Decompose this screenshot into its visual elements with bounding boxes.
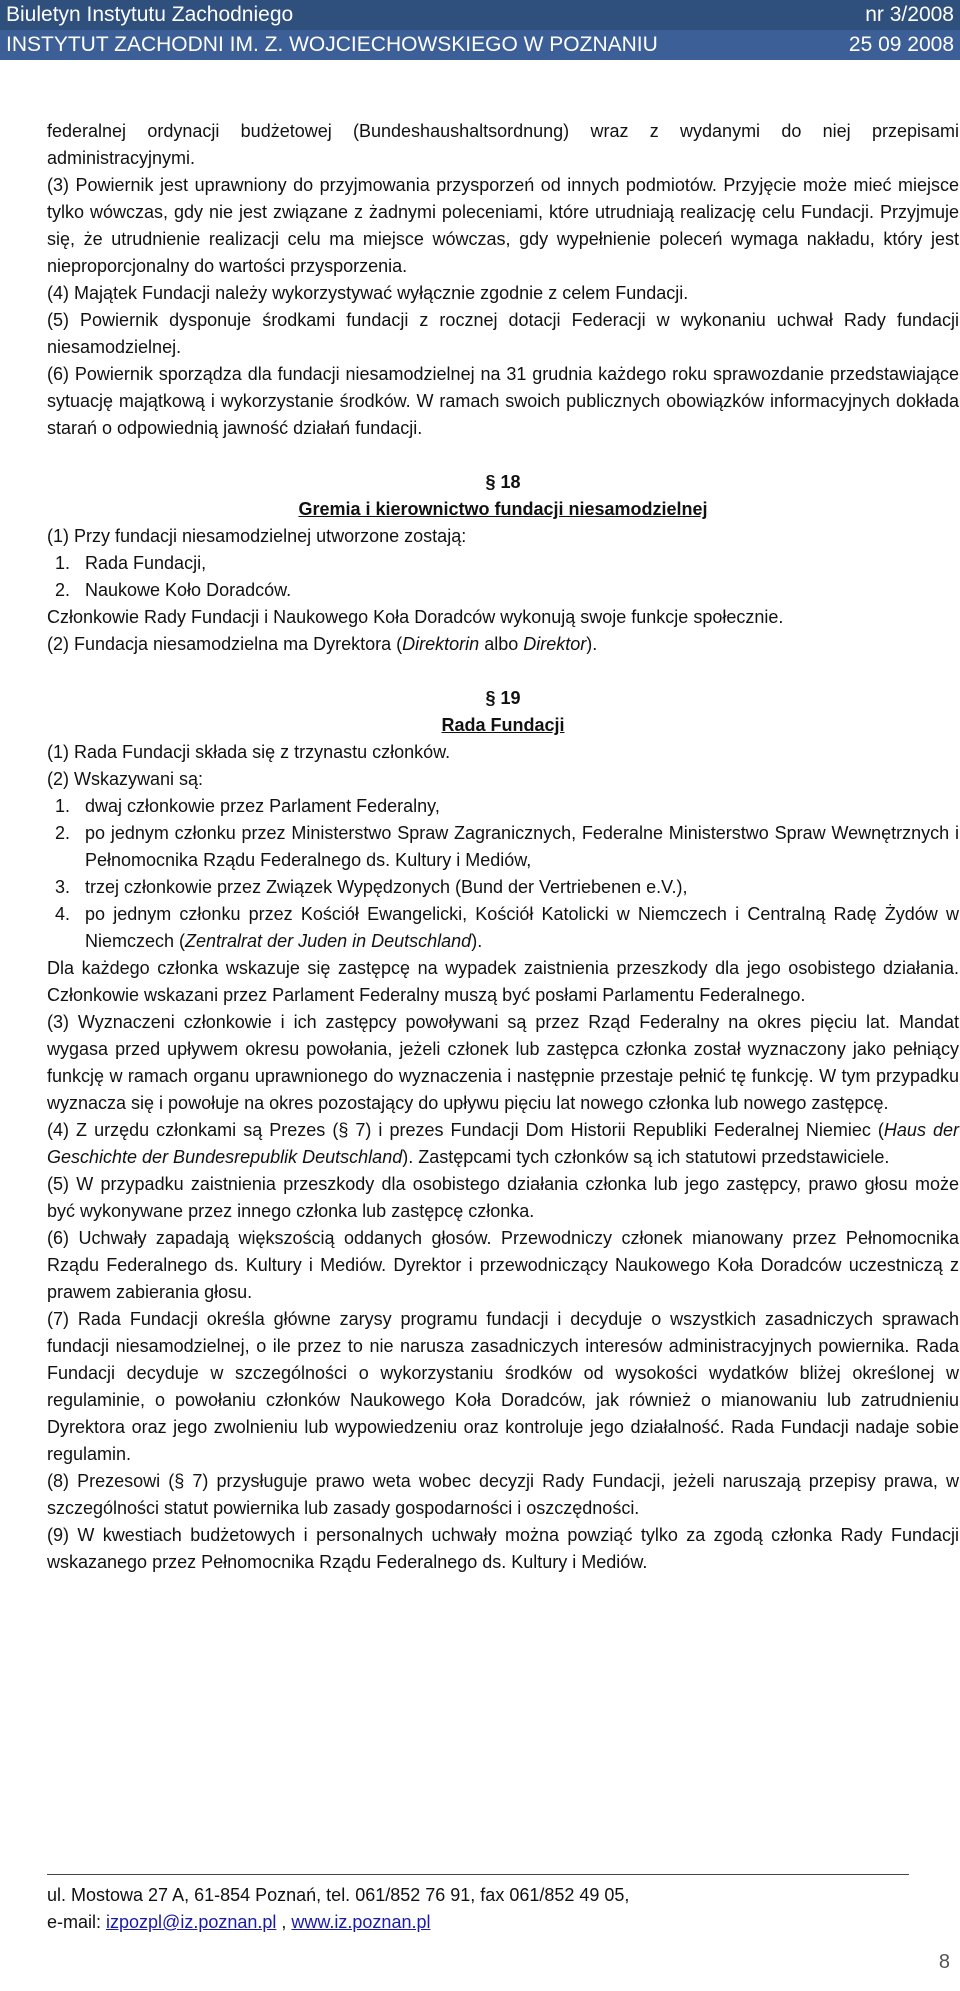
section-title: Rada Fundacji — [441, 715, 565, 735]
footer-contact — [47, 1909, 907, 1936]
list-number: 3. — [55, 877, 71, 897]
section-number: § 18 — [485, 472, 521, 492]
list-text: trzej członkowie przez Związek Wypędzonych (Bund der Vertriebenen e.V.), — [85, 877, 688, 897]
paragraph: (9) W kwestiach budżetowych i personalnych uchwały można powziąć tylko za zgodą członka Rady Fundacji wskazanego przez Pełnomocnika Rządu Federalnego ds. Kultury i Mediów. — [47, 1525, 959, 1572]
list-text: po jednym członku przez Ministerstwo Spraw Zagranicznych, Federalne Ministerstwo Spraw Wewnętrznych i Pełnomocnika Rządu Federalnego ds. Kultury i Mediów, — [85, 823, 959, 870]
list-item — [47, 550, 959, 577]
paragraph: (8) Prezesowi (§ 7) przysługuje prawo weta wobec decyzji Rady Fundacji, jeżeli naruszają przepisy prawa, w szczególności statut powiernika lub zasady gospodarności i oszczędności. — [47, 1471, 959, 1518]
header-row-2 — [0, 30, 960, 60]
section-title: Gremia i kierownictwo fundacji niesamodzielnej — [298, 499, 708, 519]
document-body — [47, 118, 959, 1576]
paragraph: (5) W przypadku zaistnienia przeszkody dla osobistego działania członka lub jego zastępcy, prawo głosu może być wykonywane przez innego członka lub zastępcę członka. — [47, 1174, 959, 1221]
paragraph: (5) Powiernik dysponuje środkami fundacji z rocznej dotacji Federacji w wykonaniu uchwał Rady fundacji niesamodzielnej. — [47, 310, 959, 357]
list-item — [47, 577, 959, 604]
paragraph: (2) Wskazywani są: — [47, 769, 204, 789]
institute-name: INSTYTUT ZACHODNI IM. Z. WOJCIECHOWSKIEGO W POZNANIU — [6, 33, 658, 56]
paragraph: (3) Wyznaczeni członkowie i ich zastępcy powoływani są przez Rząd Federalny na okres pięciu lat. Mandat wygasa przed upływem okresu powołania, jeżeli członek lub zastępca członka został wyznaczony jako pełniący funkcję w ramach organu uprawnionego do wyznaczenia i następnie przestaje pełnić tę funkcję. W tym przypadku wyznacza się i powołuje na okres pozostający do upływu pięciu lat nowego członka lub nowego zastępcę. — [47, 1012, 959, 1113]
issue-number: nr 3/2008 — [865, 3, 954, 26]
website-link[interactable]: www.iz.poznan.pl — [291, 1912, 431, 1932]
paragraph: (4) Majątek Fundacji należy wykorzystywać wyłącznie zgodnie z celem Fundacji. — [47, 283, 689, 303]
page-number: 8 — [938, 1951, 950, 1973]
list-number: 1. — [55, 553, 71, 573]
email-link[interactable]: izpozpl@iz.poznan.pl — [106, 1912, 277, 1932]
separator: , — [276, 1912, 292, 1932]
paragraph: Członkowie Rady Fundacji i Naukowego Koła Doradców wykonują swoje funkcje społecznie. — [47, 607, 784, 627]
footer-divider — [47, 1874, 909, 1875]
paragraph-text: federalnej ordynacji budżetowej (Bundeshaushaltsordnung) wraz z wydanymi do niej przepisami administracyjnymi. — [47, 121, 959, 168]
bulletin-title: Biuletyn Instytutu Zachodniego — [6, 3, 294, 26]
numbered-list — [47, 793, 959, 955]
list-number: 2. — [55, 580, 71, 600]
paragraph: (7) Rada Fundacji określa główne zarysy programu fundacji i decyduje o wszystkich zasadniczych sprawach fundacji niesamodzielnej, o ile przez to nie narusza zasadniczych interesów administracyjnych powiernika. Rada Fundacji decyduje w szczególności o wykorzystaniu środków od wysokości wydatków bliżej określonej w regulaminie, o powołaniu członków Naukowego Koła Doradców, jak również o mianowaniu lub zatrudnieniu Dyrektora oraz jego zwolnieniu lub wypowiedzeniu oraz kontroluje jego działalność. Rada Fundacji nadaje sobie regulamin. — [47, 1309, 959, 1464]
paragraph: Dla każdego członka wskazuje się zastępcę na wypadek zaistnienia przeszkody dla jego osobistego działania. Członkowie wskazani przez Parlament Federalny muszą być posłami Parlamentu Federalnego. — [47, 958, 959, 1005]
paragraph: (3) Powiernik jest uprawniony do przyjmowania przysporzeń od innych podmiotów. Przyjęcie może mieć miejsce tylko wówczas, gdy nie jest związane z żadnymi poleceniami, które utrudniają realizację celu Fundacji. Przyjmuje się, że utrudnienie realizacji celu ma miejsce wówczas, gdy wypełnienie poleceń wymaga nakładu, który jest nieproporcjonalny do wartości przysporzenia. — [47, 175, 959, 276]
paragraph: (1) Przy fundacji niesamodzielnej utworzone zostają: — [47, 526, 467, 546]
paragraph: (4) Z urzędu członkami są Prezes (§ 7) i prezes Fundacji Dom Historii Republiki Federalnej Niemiec (Haus der Geschichte der Bundesrepublik Deutschland). Zastępcami tych członków są ich statutowi przedstawiciele. — [47, 1120, 959, 1167]
list-text: dwaj członkowie przez Parlament Federalny, — [85, 796, 440, 816]
page-footer — [47, 1882, 907, 1936]
paragraph: (6) Uchwały zapadają większością oddanych głosów. Przewodniczy członek mianowany przez Pełnomocnika Rządu Federalnego ds. Kultury i Mediów. Dyrektor i przewodniczący Naukowego Koła Doradców uczestniczą z prawem zabierania głosu. — [47, 1228, 959, 1302]
list-item — [47, 793, 959, 820]
list-number: 2. — [55, 823, 71, 843]
list-text: Naukowe Koło Doradców. — [85, 580, 292, 600]
section-number: § 19 — [485, 688, 521, 708]
list-number: 4. — [55, 904, 71, 924]
numbered-list — [47, 550, 959, 604]
list-item — [47, 874, 959, 901]
issue-date: 25 09 2008 — [848, 33, 954, 56]
page-header — [0, 0, 960, 60]
paragraph: (6) Powiernik sporządza dla fundacji niesamodzielnej na 31 grudnia każdego roku sprawozdanie przedstawiające sytuację majątkową i wykorzystanie środków. W ramach swoich publicznych obowiązków informacyjnych dokłada starań o odpowiednią jawność działań fundacji. — [47, 364, 959, 438]
paragraph: (1) Rada Fundacji składa się z trzynastu członków. — [47, 742, 451, 762]
list-item — [47, 820, 959, 874]
list-number: 1. — [55, 796, 71, 816]
header-row-1 — [0, 0, 960, 30]
paragraph — [47, 118, 959, 172]
list-item: 4. po jednym członku przez Kościół Ewangelicki, Kościół Katolicki w Niemczech i Centralną Radę Żydów w Niemczech (Zentralrat der Juden in Deutschland). — [47, 901, 959, 955]
footer-address: ul. Mostowa 27 A, 61-854 Poznań, tel. 061/852 76 91, fax 061/852 49 05, — [47, 1885, 630, 1905]
list-text: Rada Fundacji, — [85, 553, 207, 573]
email-label: e-mail: — [47, 1912, 107, 1932]
paragraph: (2) Fundacja niesamodzielna ma Dyrektora (Direktorin albo Direktor). — [47, 634, 598, 654]
